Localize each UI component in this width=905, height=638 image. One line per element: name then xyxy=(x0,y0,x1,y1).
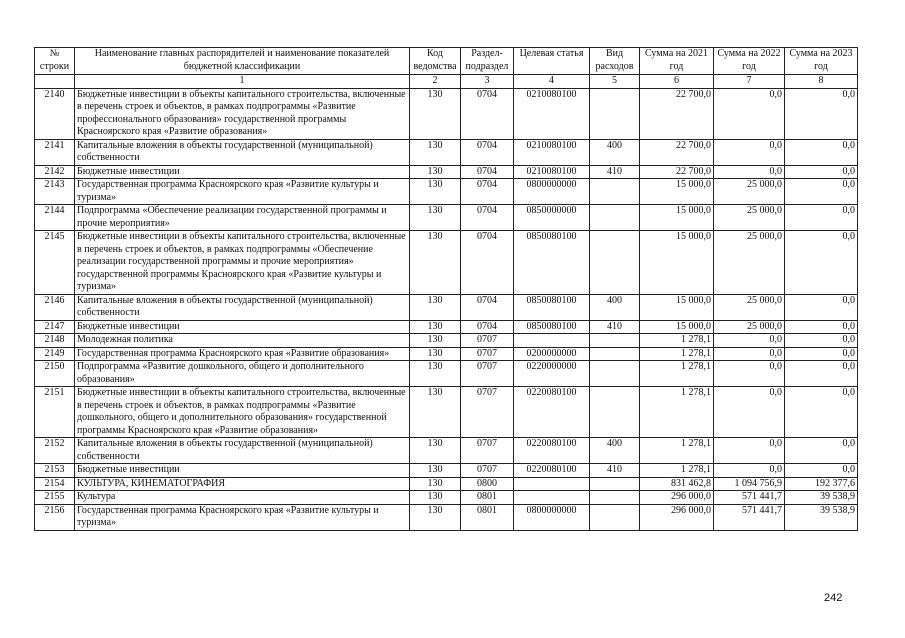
sum-2021-cell: 15 000,0 xyxy=(640,320,714,334)
sum-2021-cell: 22 700,0 xyxy=(640,165,714,179)
dept-code-cell: 130 xyxy=(410,464,461,478)
section-code-cell: 0707 xyxy=(461,464,514,478)
table-row xyxy=(35,491,858,505)
sum-2023-cell: 0,0 xyxy=(785,320,858,334)
sum-2022-cell: 0,0 xyxy=(714,139,785,165)
sum-2021-cell: 296 000,0 xyxy=(640,504,714,530)
target-item-cell: 0800000000 xyxy=(514,179,590,205)
sum-2023-cell: 39 538,9 xyxy=(785,491,858,505)
sum-2022-cell: 571 441,7 xyxy=(714,504,785,530)
target-item-cell: 0200000000 xyxy=(514,347,590,361)
sum-2022-cell: 0,0 xyxy=(714,361,785,387)
item-name-cell: Капитальные вложения в объекты государственной (муниципальной) собственности xyxy=(75,294,410,320)
expense-type-cell xyxy=(590,347,640,361)
sum-2022-cell: 0,0 xyxy=(714,347,785,361)
sum-2021-cell: 1 278,1 xyxy=(640,464,714,478)
target-item-cell xyxy=(514,491,590,505)
table-row xyxy=(35,320,858,334)
row-number-cell: 2140 xyxy=(35,88,75,139)
sum-2021-cell: 1 278,1 xyxy=(640,361,714,387)
sum-2021-cell: 296 000,0 xyxy=(640,491,714,505)
dept-code-cell: 130 xyxy=(410,334,461,348)
expense-type-cell: 410 xyxy=(590,320,640,334)
sum-2021-cell: 15 000,0 xyxy=(640,294,714,320)
expense-type-cell xyxy=(590,504,640,530)
header-row-number: № строки xyxy=(35,48,75,75)
target-item-cell xyxy=(514,477,590,491)
target-item-cell: 0210080100 xyxy=(514,88,590,139)
sum-2021-cell: 15 000,0 xyxy=(640,205,714,231)
table-row xyxy=(35,231,858,295)
expense-type-cell xyxy=(590,179,640,205)
sum-2022-cell: 0,0 xyxy=(714,387,785,438)
dept-code-cell: 130 xyxy=(410,139,461,165)
section-code-cell: 0704 xyxy=(461,294,514,320)
expense-type-cell xyxy=(590,387,640,438)
sum-2022-cell: 0,0 xyxy=(714,88,785,139)
row-number-cell: 2142 xyxy=(35,165,75,179)
target-item-cell xyxy=(514,334,590,348)
target-item-cell: 0210080100 xyxy=(514,165,590,179)
row-number-cell: 2143 xyxy=(35,179,75,205)
section-code-cell: 0704 xyxy=(461,205,514,231)
dept-code-cell: 130 xyxy=(410,88,461,139)
table-row xyxy=(35,438,858,464)
header-sum-2023: Сумма на 2023 год xyxy=(785,48,858,75)
table-body xyxy=(35,88,858,530)
sum-2021-cell: 1 278,1 xyxy=(640,438,714,464)
sum-2023-cell: 192 377,6 xyxy=(785,477,858,491)
table-row xyxy=(35,334,858,348)
item-name-cell: Подпрограмма «Развитие дошкольного, общего и дополнительного образования» xyxy=(75,361,410,387)
item-name-cell: Молодежная политика xyxy=(75,334,410,348)
section-code-cell: 0704 xyxy=(461,139,514,165)
table-row xyxy=(35,179,858,205)
item-name-cell: Бюджетные инвестиции xyxy=(75,320,410,334)
dept-code-cell: 130 xyxy=(410,438,461,464)
item-name-cell: Государственная программа Красноярского края «Развитие культуры и туризма» xyxy=(75,504,410,530)
sum-2023-cell: 0,0 xyxy=(785,464,858,478)
sum-2023-cell: 0,0 xyxy=(785,347,858,361)
item-name-cell: Бюджетные инвестиции в объекты капитального строительства, включенные в перечень строек и объектов, в рамках подпрограммы «Развитие профессионального образования» государственной программы Красноярского края «Развитие образования» xyxy=(75,88,410,139)
dept-code-cell: 130 xyxy=(410,491,461,505)
sum-2021-cell: 15 000,0 xyxy=(640,231,714,295)
sum-2022-cell: 25 000,0 xyxy=(714,231,785,295)
sum-2022-cell: 25 000,0 xyxy=(714,294,785,320)
row-number-cell: 2146 xyxy=(35,294,75,320)
expense-type-cell: 400 xyxy=(590,294,640,320)
expense-type-cell: 400 xyxy=(590,438,640,464)
header-dept-code: Код ведомства xyxy=(410,48,461,75)
dept-code-cell: 130 xyxy=(410,477,461,491)
item-name-cell: КУЛЬТУРА, КИНЕМАТОГРАФИЯ xyxy=(75,477,410,491)
column-number: 8 xyxy=(785,75,858,89)
column-number: 2 xyxy=(410,75,461,89)
sum-2023-cell: 0,0 xyxy=(785,165,858,179)
column-number: 5 xyxy=(590,75,640,89)
sum-2022-cell: 0,0 xyxy=(714,464,785,478)
expense-type-cell xyxy=(590,205,640,231)
table-row xyxy=(35,294,858,320)
table-row xyxy=(35,464,858,478)
page-number: 242 xyxy=(824,592,843,604)
sum-2023-cell: 0,0 xyxy=(785,88,858,139)
target-item-cell: 0220080100 xyxy=(514,464,590,478)
sum-2021-cell: 1 278,1 xyxy=(640,387,714,438)
header-section: Раздел-подраздел xyxy=(461,48,514,75)
table-row xyxy=(35,165,858,179)
sum-2022-cell: 0,0 xyxy=(714,438,785,464)
expense-type-cell xyxy=(590,491,640,505)
sum-2023-cell: 0,0 xyxy=(785,334,858,348)
section-code-cell: 0704 xyxy=(461,88,514,139)
item-name-cell: Капитальные вложения в объекты государственной (муниципальной) собственности xyxy=(75,139,410,165)
row-number-cell: 2152 xyxy=(35,438,75,464)
table-row xyxy=(35,361,858,387)
sum-2022-cell: 0,0 xyxy=(714,165,785,179)
target-item-cell: 0220000000 xyxy=(514,361,590,387)
dept-code-cell: 130 xyxy=(410,320,461,334)
dept-code-cell: 130 xyxy=(410,387,461,438)
sum-2023-cell: 39 538,9 xyxy=(785,504,858,530)
item-name-cell: Бюджетные инвестиции xyxy=(75,165,410,179)
item-name-cell: Культура xyxy=(75,491,410,505)
target-item-cell: 0220080100 xyxy=(514,387,590,438)
sum-2022-cell: 0,0 xyxy=(714,334,785,348)
sum-2021-cell: 1 278,1 xyxy=(640,334,714,348)
row-number-cell: 2150 xyxy=(35,361,75,387)
target-item-cell: 0220080100 xyxy=(514,438,590,464)
target-item-cell: 0850080100 xyxy=(514,231,590,295)
table-row xyxy=(35,477,858,491)
table-row xyxy=(35,88,858,139)
sum-2023-cell: 0,0 xyxy=(785,205,858,231)
item-name-cell: Бюджетные инвестиции в объекты капитального строительства, включенные в перечень строек и объектов, в рамках подпрограммы «Обеспечение реализации государственной программы и прочие мероприятия» государственной программы Красноярского края «Развитие культуры и туризма» xyxy=(75,231,410,295)
sum-2021-cell: 22 700,0 xyxy=(640,139,714,165)
table-row xyxy=(35,347,858,361)
header-name: Наименование главных распорядителей и наименование показателей бюджетной классификации xyxy=(75,48,410,75)
section-code-cell: 0707 xyxy=(461,438,514,464)
target-item-cell: 0210080100 xyxy=(514,139,590,165)
dept-code-cell: 130 xyxy=(410,504,461,530)
expense-type-cell xyxy=(590,334,640,348)
expense-type-cell xyxy=(590,231,640,295)
item-name-cell: Капитальные вложения в объекты государственной (муниципальной) собственности xyxy=(75,438,410,464)
dept-code-cell: 130 xyxy=(410,179,461,205)
sum-2023-cell: 0,0 xyxy=(785,438,858,464)
target-item-cell: 0850080100 xyxy=(514,320,590,334)
dept-code-cell: 130 xyxy=(410,294,461,320)
sum-2023-cell: 0,0 xyxy=(785,179,858,205)
row-number-cell: 2154 xyxy=(35,477,75,491)
section-code-cell: 0704 xyxy=(461,179,514,205)
sum-2021-cell: 831 462,8 xyxy=(640,477,714,491)
section-code-cell: 0707 xyxy=(461,361,514,387)
column-number-row xyxy=(35,75,858,89)
item-name-cell: Государственная программа Красноярского края «Развитие образования» xyxy=(75,347,410,361)
dept-code-cell: 130 xyxy=(410,361,461,387)
item-name-cell: Бюджетные инвестиции xyxy=(75,464,410,478)
row-number-cell: 2145 xyxy=(35,231,75,295)
item-name-cell: Государственная программа Красноярского края «Развитие культуры и туризма» xyxy=(75,179,410,205)
expense-type-cell: 400 xyxy=(590,139,640,165)
sum-2021-cell: 1 278,1 xyxy=(640,347,714,361)
target-item-cell: 0850000000 xyxy=(514,205,590,231)
section-code-cell: 0704 xyxy=(461,231,514,295)
row-number-cell: 2141 xyxy=(35,139,75,165)
expense-type-cell: 410 xyxy=(590,464,640,478)
sum-2022-cell: 25 000,0 xyxy=(714,179,785,205)
dept-code-cell: 130 xyxy=(410,231,461,295)
sum-2023-cell: 0,0 xyxy=(785,361,858,387)
sum-2022-cell: 571 441,7 xyxy=(714,491,785,505)
target-item-cell: 0850080100 xyxy=(514,294,590,320)
expense-type-cell xyxy=(590,88,640,139)
column-number: 6 xyxy=(640,75,714,89)
section-code-cell: 0704 xyxy=(461,320,514,334)
sum-2021-cell: 22 700,0 xyxy=(640,88,714,139)
expense-type-cell xyxy=(590,361,640,387)
row-number-cell: 2155 xyxy=(35,491,75,505)
header-sum-2022: Сумма на 2022 год xyxy=(714,48,785,75)
expense-type-cell: 410 xyxy=(590,165,640,179)
row-number-cell: 2153 xyxy=(35,464,75,478)
section-code-cell: 0707 xyxy=(461,387,514,438)
expense-type-cell xyxy=(590,477,640,491)
header-row xyxy=(35,48,858,75)
section-code-cell: 0801 xyxy=(461,504,514,530)
sum-2022-cell: 1 094 756,9 xyxy=(714,477,785,491)
row-number-cell: 2156 xyxy=(35,504,75,530)
column-number: 3 xyxy=(461,75,514,89)
header-sum-2021: Сумма на 2021 год xyxy=(640,48,714,75)
column-number: 4 xyxy=(514,75,590,89)
header-target-item: Целевая статья xyxy=(514,48,590,75)
sum-2022-cell: 25 000,0 xyxy=(714,205,785,231)
sum-2023-cell: 0,0 xyxy=(785,139,858,165)
table-row xyxy=(35,387,858,438)
column-number-blank xyxy=(35,75,75,89)
sum-2021-cell: 15 000,0 xyxy=(640,179,714,205)
sum-2022-cell: 25 000,0 xyxy=(714,320,785,334)
section-code-cell: 0704 xyxy=(461,165,514,179)
header-expense-type: Вид расходов xyxy=(590,48,640,75)
section-code-cell: 0800 xyxy=(461,477,514,491)
table-row xyxy=(35,504,858,530)
target-item-cell: 0800000000 xyxy=(514,504,590,530)
row-number-cell: 2148 xyxy=(35,334,75,348)
column-number: 7 xyxy=(714,75,785,89)
sum-2023-cell: 0,0 xyxy=(785,294,858,320)
section-code-cell: 0707 xyxy=(461,334,514,348)
dept-code-cell: 130 xyxy=(410,165,461,179)
section-code-cell: 0801 xyxy=(461,491,514,505)
row-number-cell: 2144 xyxy=(35,205,75,231)
table-row xyxy=(35,205,858,231)
sum-2023-cell: 0,0 xyxy=(785,231,858,295)
item-name-cell: Подпрограмма «Обеспечение реализации государственной программы и прочие мероприятия» xyxy=(75,205,410,231)
column-number: 1 xyxy=(75,75,410,89)
dept-code-cell: 130 xyxy=(410,347,461,361)
item-name-cell: Бюджетные инвестиции в объекты капитального строительства, включенные в перечень строек и объектов, в рамках подпрограммы «Развитие дошкольного, общего и дополнительного образования» государственной программы Красноярского края «Развитие образования» xyxy=(75,387,410,438)
dept-code-cell: 130 xyxy=(410,205,461,231)
budget-table xyxy=(34,47,858,531)
section-code-cell: 0707 xyxy=(461,347,514,361)
sum-2023-cell: 0,0 xyxy=(785,387,858,438)
row-number-cell: 2147 xyxy=(35,320,75,334)
table-row xyxy=(35,139,858,165)
row-number-cell: 2151 xyxy=(35,387,75,438)
row-number-cell: 2149 xyxy=(35,347,75,361)
